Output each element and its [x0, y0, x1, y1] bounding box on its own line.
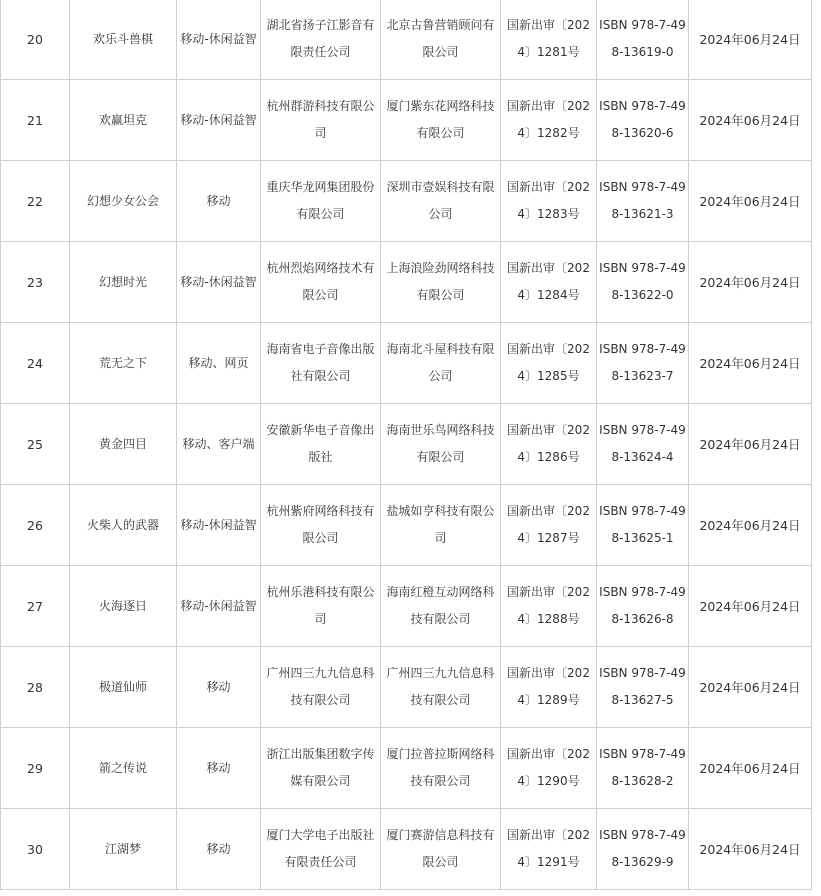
publisher-cell: 杭州乐港科技有限公司 — [261, 566, 381, 647]
approval-date-cell: 2024年06月24日 — [689, 485, 812, 566]
operator-cell: 厦门紫东花网络科技有限公司 — [381, 80, 501, 161]
approval-date-cell: 2024年06月24日 — [689, 242, 812, 323]
isbn-cell: ISBN 978-7-498-13626-8 — [597, 566, 689, 647]
row-number-cell: 22 — [1, 161, 70, 242]
category-cell: 移动-休闲益智 — [177, 485, 261, 566]
operator-cell: 盐城如亨科技有限公司 — [381, 485, 501, 566]
approval-date-cell: 2024年06月24日 — [689, 404, 812, 485]
approval-date-cell: 2024年06月24日 — [689, 647, 812, 728]
table-row — [1, 566, 812, 647]
table-row — [1, 0, 812, 80]
game-name-cell: 荒无之下 — [70, 323, 177, 404]
publisher-cell: 重庆华龙网集团股份有限公司 — [261, 161, 381, 242]
game-name-cell: 幻想少女公会 — [70, 161, 177, 242]
isbn-cell: ISBN 978-7-498-13622-0 — [597, 242, 689, 323]
approval-date-cell: 2024年06月24日 — [689, 80, 812, 161]
row-number-cell: 28 — [1, 647, 70, 728]
table-row — [1, 647, 812, 728]
game-name-cell: 黄金四目 — [70, 404, 177, 485]
game-name-cell: 江湖梦 — [70, 809, 177, 890]
table-body — [1, 0, 812, 890]
row-number-cell: 20 — [1, 0, 70, 80]
approval-number-cell: 国新出审〔2024〕1288号 — [501, 566, 597, 647]
approval-date-cell: 2024年06月24日 — [689, 728, 812, 809]
game-name-cell: 火海逐日 — [70, 566, 177, 647]
game-name-cell: 箭之传说 — [70, 728, 177, 809]
table-row — [1, 809, 812, 890]
category-cell: 移动-休闲益智 — [177, 242, 261, 323]
table-row — [1, 404, 812, 485]
row-number-cell: 24 — [1, 323, 70, 404]
game-name-cell: 极道仙师 — [70, 647, 177, 728]
approval-number-cell: 国新出审〔2024〕1283号 — [501, 161, 597, 242]
category-cell: 移动-休闲益智 — [177, 566, 261, 647]
approval-number-cell: 国新出审〔2024〕1281号 — [501, 0, 597, 80]
game-name-cell: 欢赢坦克 — [70, 80, 177, 161]
category-cell: 移动-休闲益智 — [177, 0, 261, 80]
row-number-cell: 30 — [1, 809, 70, 890]
publisher-cell: 杭州群游科技有限公司 — [261, 80, 381, 161]
approval-number-cell: 国新出审〔2024〕1289号 — [501, 647, 597, 728]
category-cell: 移动、客户端 — [177, 404, 261, 485]
row-number-cell: 23 — [1, 242, 70, 323]
operator-cell: 深圳市壹娱科技有限公司 — [381, 161, 501, 242]
category-cell: 移动、网页 — [177, 323, 261, 404]
publisher-cell: 安徽新华电子音像出版社 — [261, 404, 381, 485]
approval-number-cell: 国新出审〔2024〕1282号 — [501, 80, 597, 161]
row-number-cell: 27 — [1, 566, 70, 647]
isbn-cell: ISBN 978-7-498-13624-4 — [597, 404, 689, 485]
table-row — [1, 242, 812, 323]
approval-number-cell: 国新出审〔2024〕1287号 — [501, 485, 597, 566]
approval-date-cell: 2024年06月24日 — [689, 161, 812, 242]
approval-number-cell: 国新出审〔2024〕1285号 — [501, 323, 597, 404]
operator-cell: 厦门赛游信息科技有限公司 — [381, 809, 501, 890]
publisher-cell: 杭州烈焰网络技术有限公司 — [261, 242, 381, 323]
row-number-cell: 29 — [1, 728, 70, 809]
game-name-cell: 欢乐斗兽棋 — [70, 0, 177, 80]
game-name-cell: 火柴人的武器 — [70, 485, 177, 566]
table-row — [1, 323, 812, 404]
category-cell: 移动 — [177, 647, 261, 728]
isbn-cell: ISBN 978-7-498-13620-6 — [597, 80, 689, 161]
operator-cell: 上海浪险劲网络科技有限公司 — [381, 242, 501, 323]
publisher-cell: 广州四三九九信息科技有限公司 — [261, 647, 381, 728]
approval-date-cell: 2024年06月24日 — [689, 0, 812, 80]
isbn-cell: ISBN 978-7-498-13627-5 — [597, 647, 689, 728]
approval-number-cell: 国新出审〔2024〕1286号 — [501, 404, 597, 485]
row-number-cell: 25 — [1, 404, 70, 485]
operator-cell: 广州四三九九信息科技有限公司 — [381, 647, 501, 728]
isbn-cell: ISBN 978-7-498-13619-0 — [597, 0, 689, 80]
isbn-cell: ISBN 978-7-498-13623-7 — [597, 323, 689, 404]
isbn-cell: ISBN 978-7-498-13629-9 — [597, 809, 689, 890]
game-name-cell: 幻想时光 — [70, 242, 177, 323]
approval-date-cell: 2024年06月24日 — [689, 566, 812, 647]
publisher-cell: 杭州紫府网络科技有限公司 — [261, 485, 381, 566]
operator-cell: 海南世乐鸟网络科技有限公司 — [381, 404, 501, 485]
table-row — [1, 485, 812, 566]
table-row — [1, 80, 812, 161]
publisher-cell: 海南省电子音像出版社有限公司 — [261, 323, 381, 404]
table-row — [1, 728, 812, 809]
category-cell: 移动 — [177, 728, 261, 809]
approval-number-cell: 国新出审〔2024〕1284号 — [501, 242, 597, 323]
operator-cell: 北京古鲁营销顾问有限公司 — [381, 0, 501, 80]
operator-cell: 海南红橙互动网络科技有限公司 — [381, 566, 501, 647]
row-number-cell: 21 — [1, 80, 70, 161]
operator-cell: 海南北斗屋科技有限公司 — [381, 323, 501, 404]
approval-number-cell: 国新出审〔2024〕1290号 — [501, 728, 597, 809]
isbn-cell: ISBN 978-7-498-13628-2 — [597, 728, 689, 809]
publisher-cell: 湖北省扬子江影音有限责任公司 — [261, 0, 381, 80]
isbn-cell: ISBN 978-7-498-13621-3 — [597, 161, 689, 242]
category-cell: 移动 — [177, 161, 261, 242]
category-cell: 移动 — [177, 809, 261, 890]
publisher-cell: 厦门大学电子出版社有限责任公司 — [261, 809, 381, 890]
row-number-cell: 26 — [1, 485, 70, 566]
category-cell: 移动-休闲益智 — [177, 80, 261, 161]
operator-cell: 厦门拉普拉斯网络科技有限公司 — [381, 728, 501, 809]
approval-date-cell: 2024年06月24日 — [689, 809, 812, 890]
approval-date-cell: 2024年06月24日 — [689, 323, 812, 404]
isbn-cell: ISBN 978-7-498-13625-1 — [597, 485, 689, 566]
publisher-cell: 浙江出版集团数字传媒有限公司 — [261, 728, 381, 809]
table-row — [1, 161, 812, 242]
approval-number-cell: 国新出审〔2024〕1291号 — [501, 809, 597, 890]
